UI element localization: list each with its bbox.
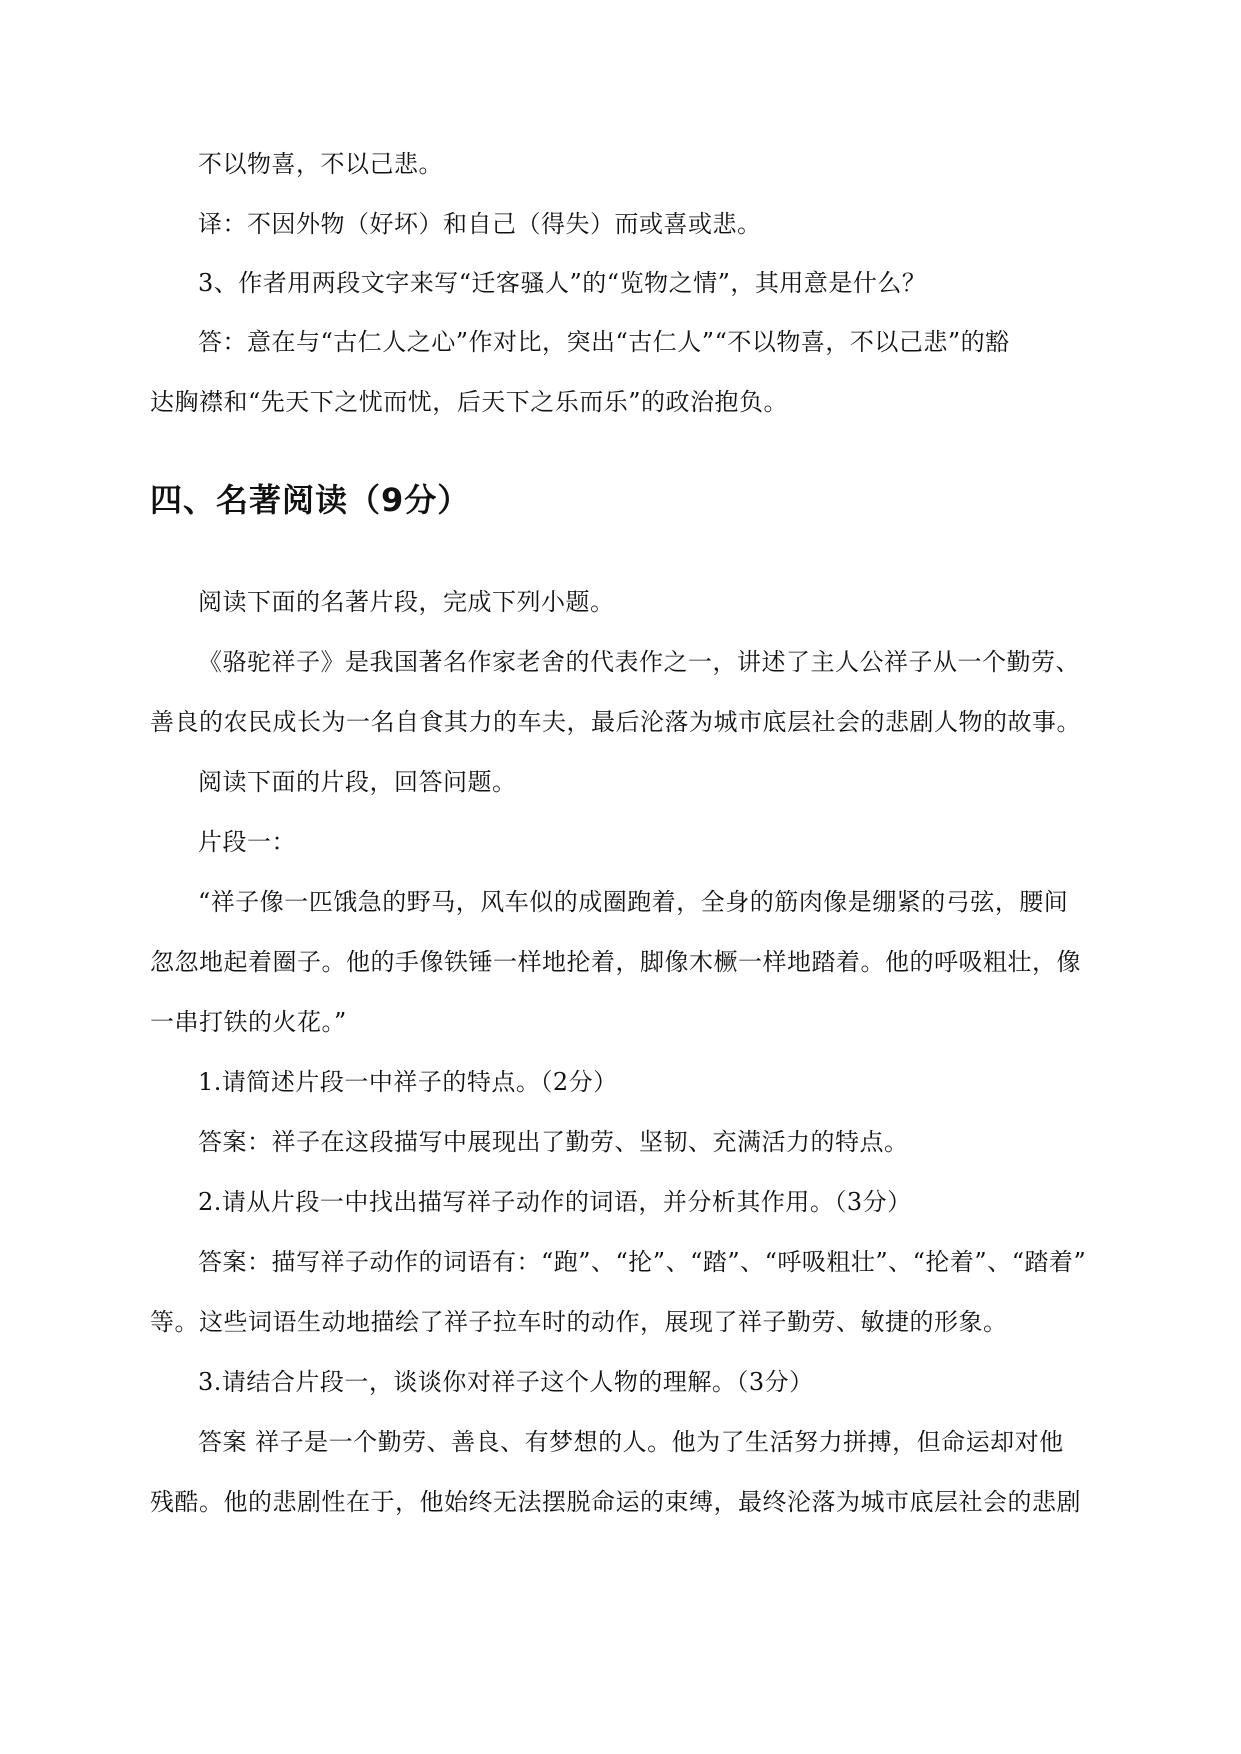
text-line: 阅读下面的片段，回答问题。 — [198, 768, 517, 796]
quote-line: “祥子像一匹饿急的野马，风车似的成圈跑着，全身的筋肉像是绷紧的弓弦，腰间 — [198, 888, 1069, 916]
question-line: 1.请简述片段一中祥子的特点。（2分） — [198, 1068, 618, 1096]
section-heading: 四、名著阅读（9分） — [150, 481, 471, 519]
answer-line: 答案：描写祥子动作的词语有：“跑”、“抡”、“踏”、“呼吸粗壮”、“抡着”、“踏着” — [198, 1248, 1087, 1276]
question-line: 3、作者用两段文字来写“迁客骚人”的“览物之情”，其用意是什么？ — [198, 269, 927, 297]
answer-line: 达胸襟和“先天下之忧而忧，后天下之乐而乐”的政治抱负。 — [150, 388, 789, 416]
answer-line: 等。这些词语生动地描绘了祥子拉车时的动作，展现了祥子勤劳、敏捷的形象。 — [150, 1308, 1008, 1336]
text-line: 阅读下面的名著片段，完成下列小题。 — [198, 588, 615, 616]
text-line: 不以物喜，不以己悲。 — [198, 150, 443, 178]
answer-line: 残酷。他的悲剧性在于，他始终无法摆脱命运的束缚，最终沦落为城市底层社会的悲剧 — [150, 1488, 1081, 1516]
answer-line: 答：意在与“古仁人之心”作对比，突出“古仁人”“不以物喜，不以己悲”的豁 — [198, 328, 1010, 356]
question-line: 2.请从片段一中找出描写祥子动作的词语，并分析其作用。（3分） — [198, 1188, 912, 1216]
answer-line: 答案：祥子在这段描写中展现出了勤劳、坚韧、充满活力的特点。 — [198, 1128, 909, 1156]
quote-line: 忽忽地起着圈子。他的手像铁锤一样地抡着，脚像木橛一样地踏着。他的呼吸粗壮，像 — [150, 948, 1081, 976]
text-line: 译：不因外物（好坏）和自己（得失）而或喜或悲。 — [198, 210, 762, 238]
answer-line: 答案 祥子是一个勤劳、善良、有梦想的人。他为了生活努力拼搏，但命运却对他 — [198, 1428, 1064, 1456]
question-line: 3.请结合片段一，谈谈你对祥子这个人物的理解。（3分） — [198, 1368, 814, 1396]
text-line: 片段一： — [198, 828, 296, 856]
text-line: 《骆驼祥子》是我国著名作家老舍的代表作之一，讲述了主人公祥子从一个勤劳、 — [198, 648, 1080, 676]
quote-line: 一串打铁的火花。” — [150, 1008, 347, 1036]
text-line: 善良的农民成长为一名自食其力的车夫，最后沦落为城市底层社会的悲剧人物的故事。 — [150, 708, 1081, 736]
